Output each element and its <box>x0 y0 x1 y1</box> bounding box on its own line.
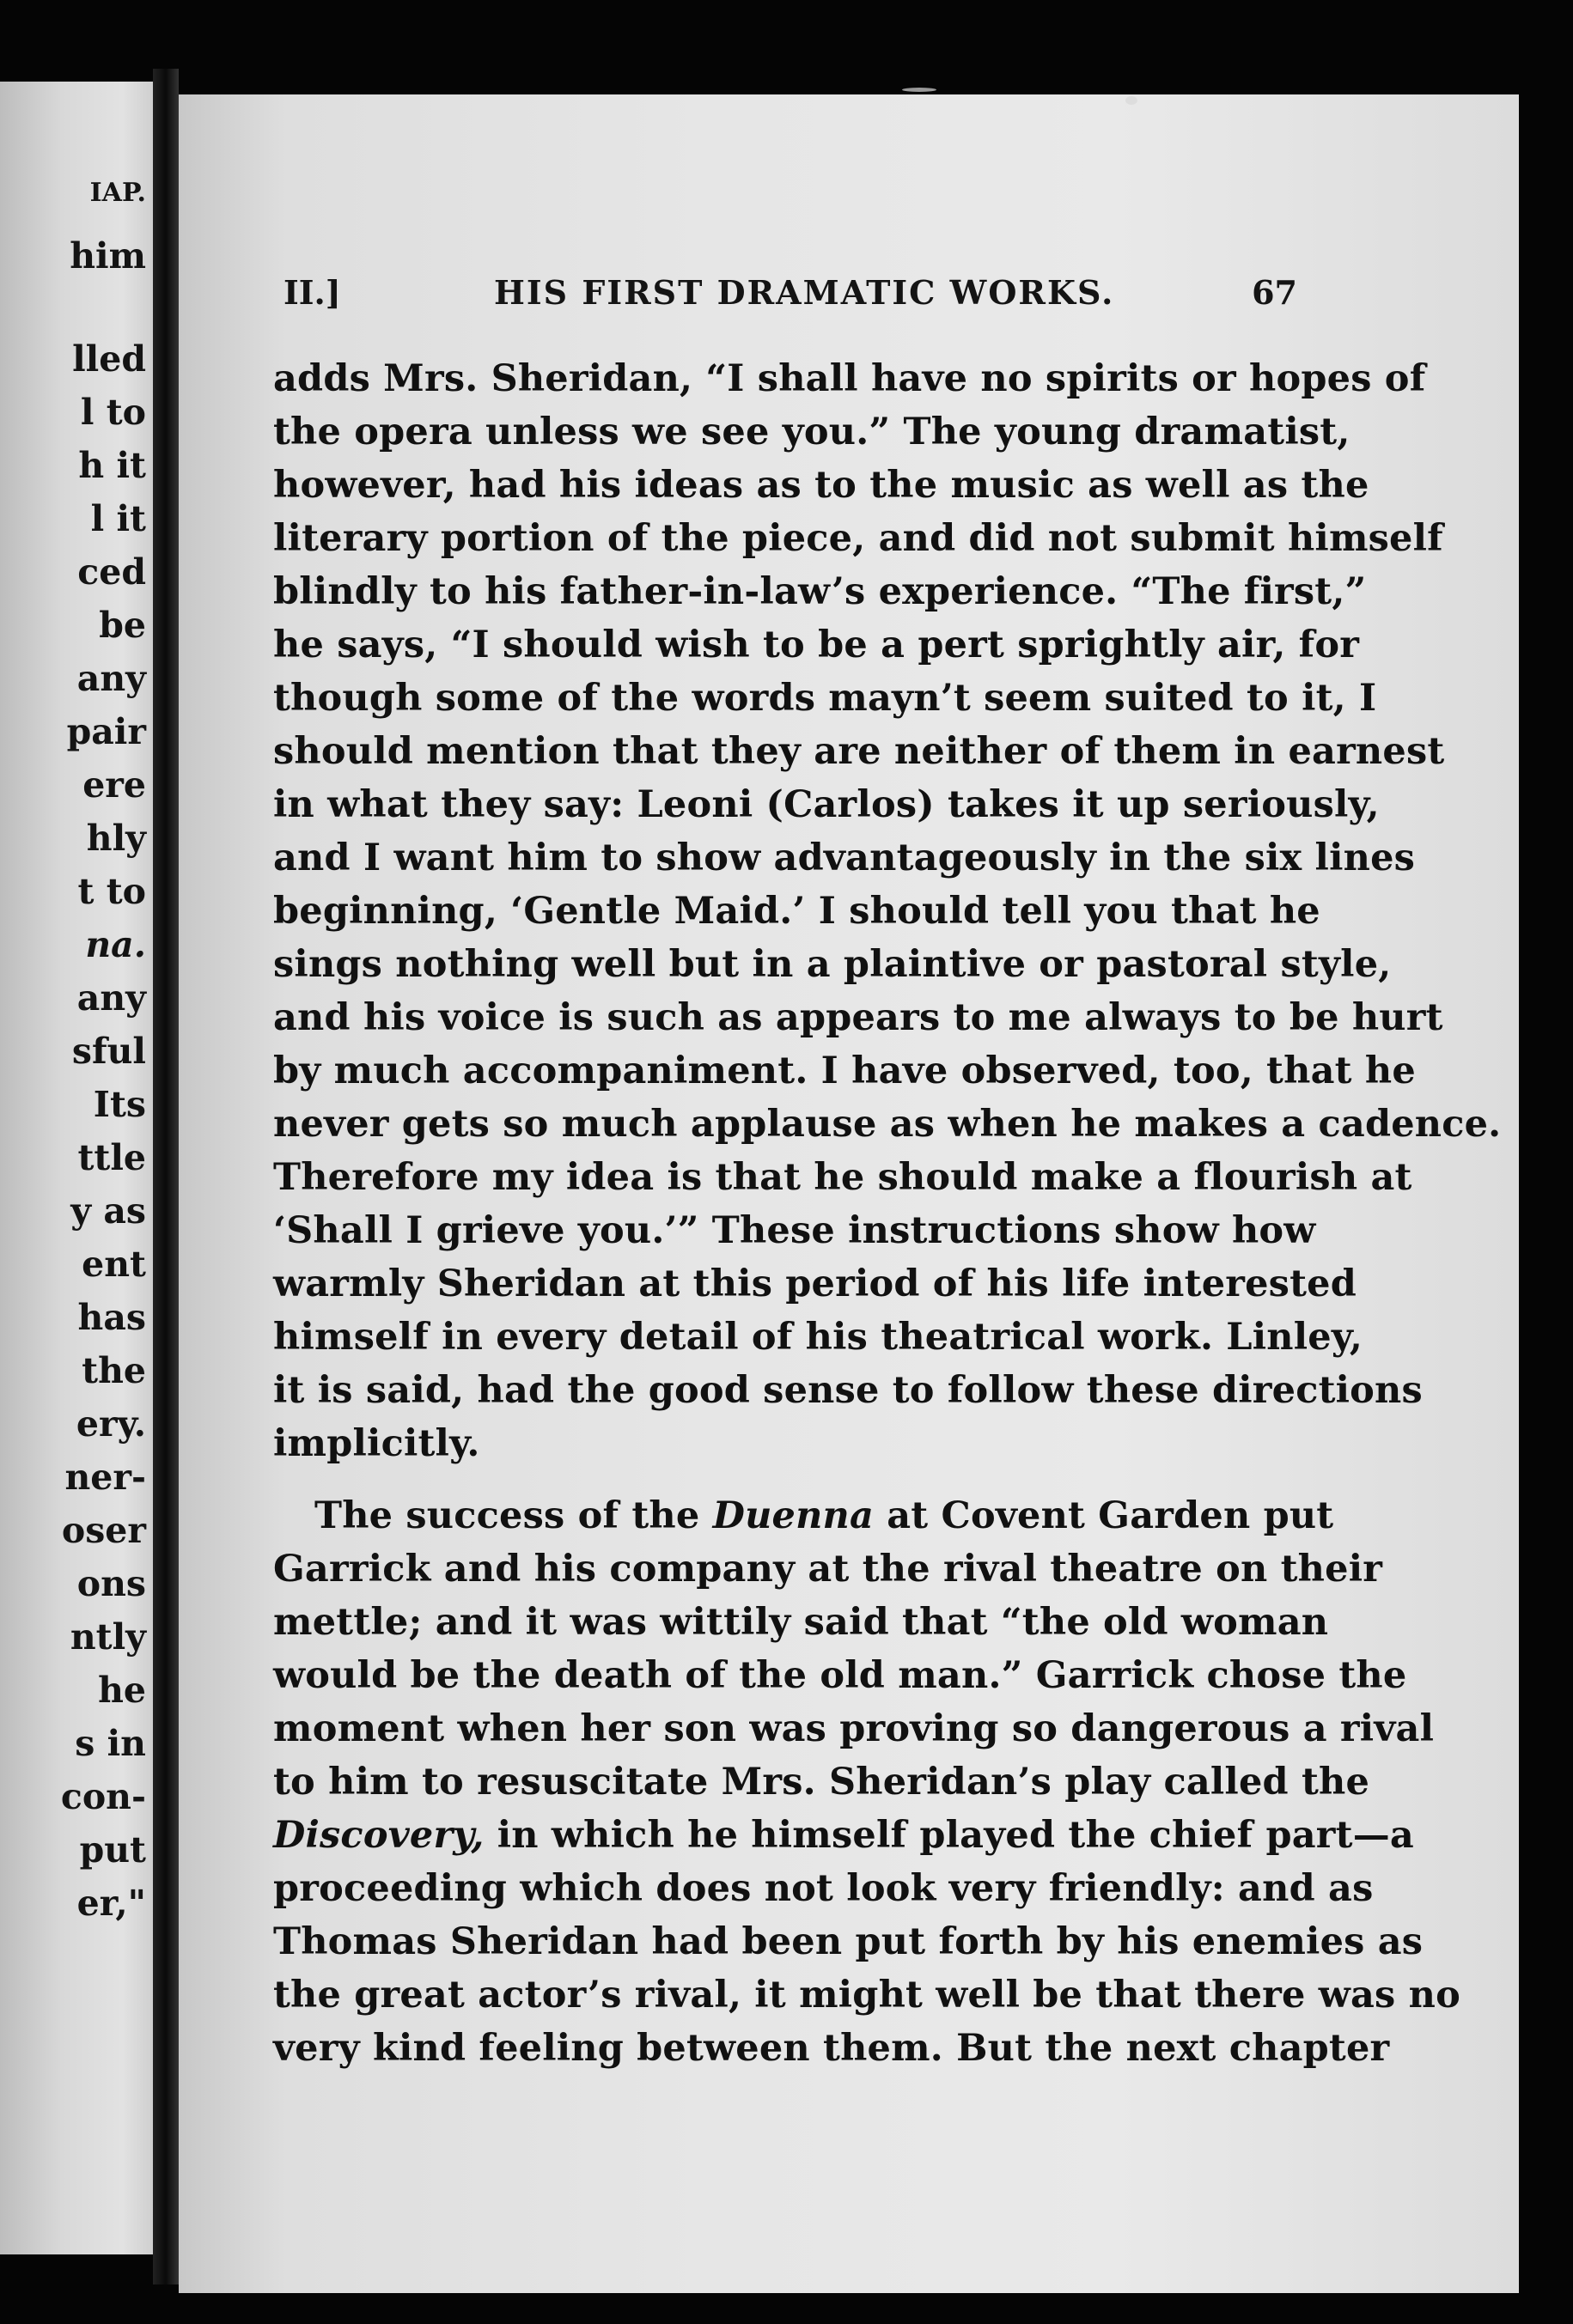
left-page-fragment: IAP. <box>89 178 146 208</box>
text-line: very kind feeling between them. But the next chapter <box>273 2027 1390 2070</box>
text-line: beginning, ‘Gentle Maid.’ I should tell you that he <box>273 890 1320 933</box>
left-page-fragment: has <box>77 1297 146 1338</box>
italic-title-duenna: Duenna <box>712 1494 875 1537</box>
left-page-fragment: ttle <box>77 1137 146 1178</box>
left-page-fragment: any <box>76 977 146 1019</box>
text-line: himself in every detail of his theatrical work. Linley, <box>273 1316 1363 1359</box>
left-page-fragment: the <box>82 1350 146 1391</box>
left-page-fragment: Its <box>93 1084 146 1125</box>
left-page-fragment: ery. <box>76 1403 146 1445</box>
left-page-fragment: lled <box>72 338 146 380</box>
left-page-fragment: him <box>70 235 146 277</box>
text-line: to him to resuscitate Mrs. Sheridan’s play called the <box>273 1761 1370 1804</box>
text-line: Therefore my idea is that he should make a flourish at <box>273 1156 1412 1199</box>
left-page-fragment: hly <box>86 818 146 859</box>
text-line: the opera unless we see you.” The young dramatist, <box>273 411 1350 453</box>
text-line: ‘Shall I grieve you.’” These instructions show how <box>273 1209 1316 1252</box>
running-head <box>284 273 1297 316</box>
text-line: it is said, had the good sense to follow these directions <box>273 1369 1423 1412</box>
text-line: by much accompaniment. I have observed, too, that he <box>273 1049 1416 1092</box>
left-page-fragment: y as <box>70 1190 146 1232</box>
left-page-fragment: er," <box>76 1883 146 1924</box>
left-page-fragment: sful <box>71 1031 146 1072</box>
text-line: literary portion of the piece, and did not submit himself <box>273 517 1443 560</box>
text-line: and I want him to show advantageously in the six lines <box>273 837 1416 879</box>
text-line: adds Mrs. Sheridan, “I shall have no spirits or hopes of <box>273 357 1426 400</box>
text-line: Discovery, in which he himself played the chief part—a <box>273 1814 1414 1857</box>
text-line: mettle; and it was wittily said that “the old woman <box>273 1601 1329 1644</box>
text-line: never gets so much applause as when he makes a cadence. <box>273 1103 1502 1146</box>
left-page-fragment: l it <box>90 498 146 539</box>
text-line: should mention that they are neither of them in earnest <box>273 730 1445 773</box>
left-page-fragment: be <box>99 605 146 646</box>
text-line: implicitly. <box>273 1422 480 1465</box>
body-text <box>273 352 1502 2075</box>
text-line: the great actor’s rival, it might well be that there was no <box>273 1974 1460 2017</box>
text-line: in what they say: Leoni (Carlos) takes it up seriously, <box>273 783 1380 826</box>
left-page-edge <box>0 82 153 2254</box>
left-page-fragment: he <box>98 1670 146 1711</box>
text-line: The success of the Duenna at Covent Garden put <box>314 1494 1334 1537</box>
text-line: proceeding which does not look very friendly: and as <box>273 1867 1374 1910</box>
text-line: Garrick and his company at the rival theatre on their <box>273 1548 1383 1591</box>
left-page-fragment: ons <box>76 1563 146 1604</box>
left-page-fragment: h it <box>78 445 146 486</box>
left-page-fragment: pair <box>66 711 146 752</box>
paragraph-1 <box>273 352 1502 1470</box>
text-line: blindly to his father-in-law’s experience. “The first,” <box>273 570 1367 613</box>
left-page-fragment: ner- <box>64 1457 146 1498</box>
paragraph-2 <box>273 1489 1460 2075</box>
left-page-fragment: con- <box>60 1776 146 1817</box>
chapter-marker: II.] <box>284 273 341 312</box>
text-line: though some of the words mayn’t seem suited to it, I <box>273 677 1377 720</box>
left-page-fragment: any <box>76 658 146 699</box>
left-page-fragment: na. <box>85 924 146 965</box>
italic-title-discovery: Discovery, <box>273 1814 485 1857</box>
left-page-fragment: ent <box>82 1244 146 1285</box>
left-page-fragment: s in <box>75 1723 146 1764</box>
book-gutter <box>153 69 179 2284</box>
text-line: warmly Sheridan at this period of his life interested <box>273 1262 1357 1305</box>
running-title: HIS FIRST DRAMATIC WORKS. <box>494 273 1115 312</box>
left-page-fragment: put <box>79 1829 146 1871</box>
left-page-fragment: t to <box>77 871 146 912</box>
left-page-fragment: ntly <box>70 1616 146 1658</box>
text-line: would be the death of the old man.” Garrick chose the <box>273 1654 1407 1697</box>
left-page-fragment: l to <box>80 392 146 433</box>
text-line: he says, “I should wish to be a pert sprightly air, for <box>273 624 1360 666</box>
text-line: however, had his ideas as to the music as well as the <box>273 464 1369 507</box>
text-line: Thomas Sheridan had been put forth by his enemies as <box>273 1920 1424 1963</box>
left-page-fragment: ced <box>77 551 146 593</box>
left-page-fragment: ere <box>82 764 146 806</box>
text-line: sings nothing well but in a plaintive or pastoral style, <box>273 943 1392 986</box>
page-number: 67 <box>1252 273 1297 312</box>
text-line: moment when her son was proving so dangerous a rival <box>273 1707 1435 1750</box>
left-page-fragment: oser <box>61 1510 146 1551</box>
text-line: and his voice is such as appears to me always to be hurt <box>273 996 1443 1039</box>
